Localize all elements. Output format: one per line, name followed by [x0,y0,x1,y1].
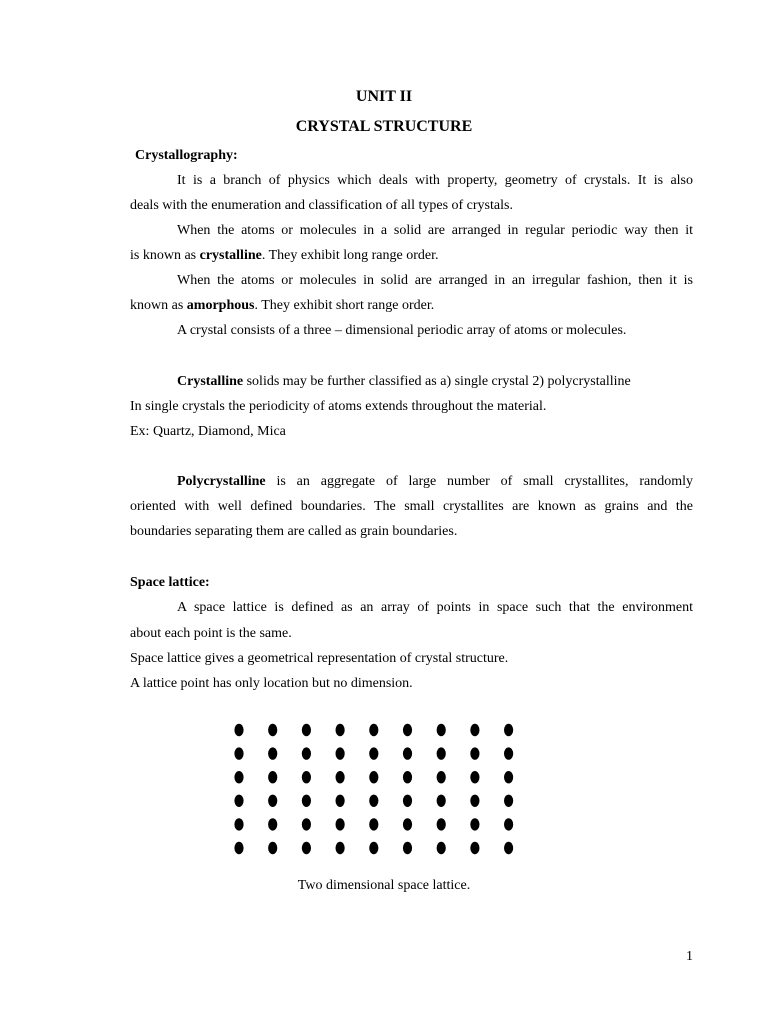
crystallography-p3-line1: When the atoms or molecules in solid are arranged in an irregular fashion, then it is [177,273,693,288]
polycrystalline-line2: oriented with well defined boundaries. The small crystallites are known as grains and the [130,499,693,514]
figure-caption: Two dimensional space lattice. [297,878,471,893]
space-lattice-heading: Space lattice: [130,575,210,590]
lattice-point [470,818,479,830]
lattice-point [403,795,412,807]
lattice-point [336,747,345,759]
lattice-point [336,724,345,736]
lattice-point [336,842,345,854]
term-amorphous: amorphous [186,298,255,313]
lattice-point [504,747,513,759]
space-lattice-line3: Space lattice gives a geometrical representation of crystal structure. [130,651,509,666]
lattice-point [268,795,277,807]
lattice-point [234,724,243,736]
term-crystalline: Crystalline [177,374,244,389]
lattice-point [268,771,277,783]
lattice-point [437,795,446,807]
crystallography-p2-line1: When the atoms or molecules in a solid are arranged in regular periodic way then it [177,223,693,238]
text: . They exhibit long range order. [261,248,439,263]
text: . They exhibit short range order. [254,298,435,313]
space-lattice-line1: A space lattice is defined as an array of points in space such that the environment [177,600,693,615]
space-lattice-line2: about each point is the same. [130,626,292,641]
text: known as [130,298,187,313]
lattice-point [369,771,378,783]
lattice-point [234,747,243,759]
lattice-point [403,771,412,783]
text: is an aggregate of large number of small crystallites, randomly [265,474,693,489]
crystallography-p2-line2 [130,246,693,266]
text: is known as [130,248,200,263]
lattice-point [369,724,378,736]
lattice-point [470,842,479,854]
lattice-point [302,818,311,830]
crystallography-p1-line2: deals with the enumeration and classification of all types of crystals. [130,198,513,213]
lattice-point [403,724,412,736]
lattice-point [336,771,345,783]
lattice-point [369,842,378,854]
lattice-point [470,771,479,783]
lattice-point [268,747,277,759]
lattice-point [302,771,311,783]
lattice-point [302,724,311,736]
lattice-point [234,818,243,830]
polycrystalline-line3: boundaries separating them are called as grain boundaries. [130,524,458,539]
page-number: 1 [686,949,693,964]
lattice-point [336,818,345,830]
lattice-point [470,795,479,807]
lattice-point [437,724,446,736]
lattice-point [369,818,378,830]
chapter-title: CRYSTAL STRUCTURE [295,118,473,135]
term-crystalline: crystalline [199,248,262,263]
lattice-point [403,818,412,830]
crystallography-p4: A crystal consists of a three – dimensional periodic array of atoms or molecules. [177,323,627,338]
lattice-point [504,724,513,736]
lattice-point [437,771,446,783]
lattice-point [234,795,243,807]
crystallography-p1-line1: It is a branch of physics which deals with property, geometry of crystals. It is also [177,173,693,188]
lattice-point [504,771,513,783]
lattice-point [302,795,311,807]
crystalline-line2: In single crystals the periodicity of atoms extends throughout the material. [130,399,547,414]
lattice-point [234,771,243,783]
lattice-point [437,842,446,854]
polycrystalline-line1 [177,472,693,492]
lattice-point [302,747,311,759]
lattice-point [470,747,479,759]
term-polycrystalline: Polycrystalline [177,474,266,489]
lattice-point [504,842,513,854]
lattice-point [369,747,378,759]
lattice-point [369,795,378,807]
lattice-point [437,747,446,759]
crystalline-line1 [177,372,693,392]
lattice-point [504,818,513,830]
lattice-point [504,795,513,807]
lattice-point [437,818,446,830]
crystalline-examples: Ex: Quartz, Diamond, Mica [130,424,286,439]
crystallography-p3-line2 [130,296,693,316]
unit-title: UNIT II [355,88,413,105]
lattice-point [403,842,412,854]
lattice-point [234,842,243,854]
lattice-point [268,724,277,736]
lattice-point [470,724,479,736]
lattice-point [302,842,311,854]
lattice-point [336,795,345,807]
lattice-point [403,747,412,759]
lattice-point [268,842,277,854]
lattice-point [268,818,277,830]
crystallography-heading: Crystallography: [135,148,238,163]
two-dimensional-lattice-figure [225,718,525,858]
space-lattice-line4: A lattice point has only location but no dimension. [130,676,413,691]
text: solids may be further classified as a) single crystal 2) polycrystalline [243,374,631,389]
